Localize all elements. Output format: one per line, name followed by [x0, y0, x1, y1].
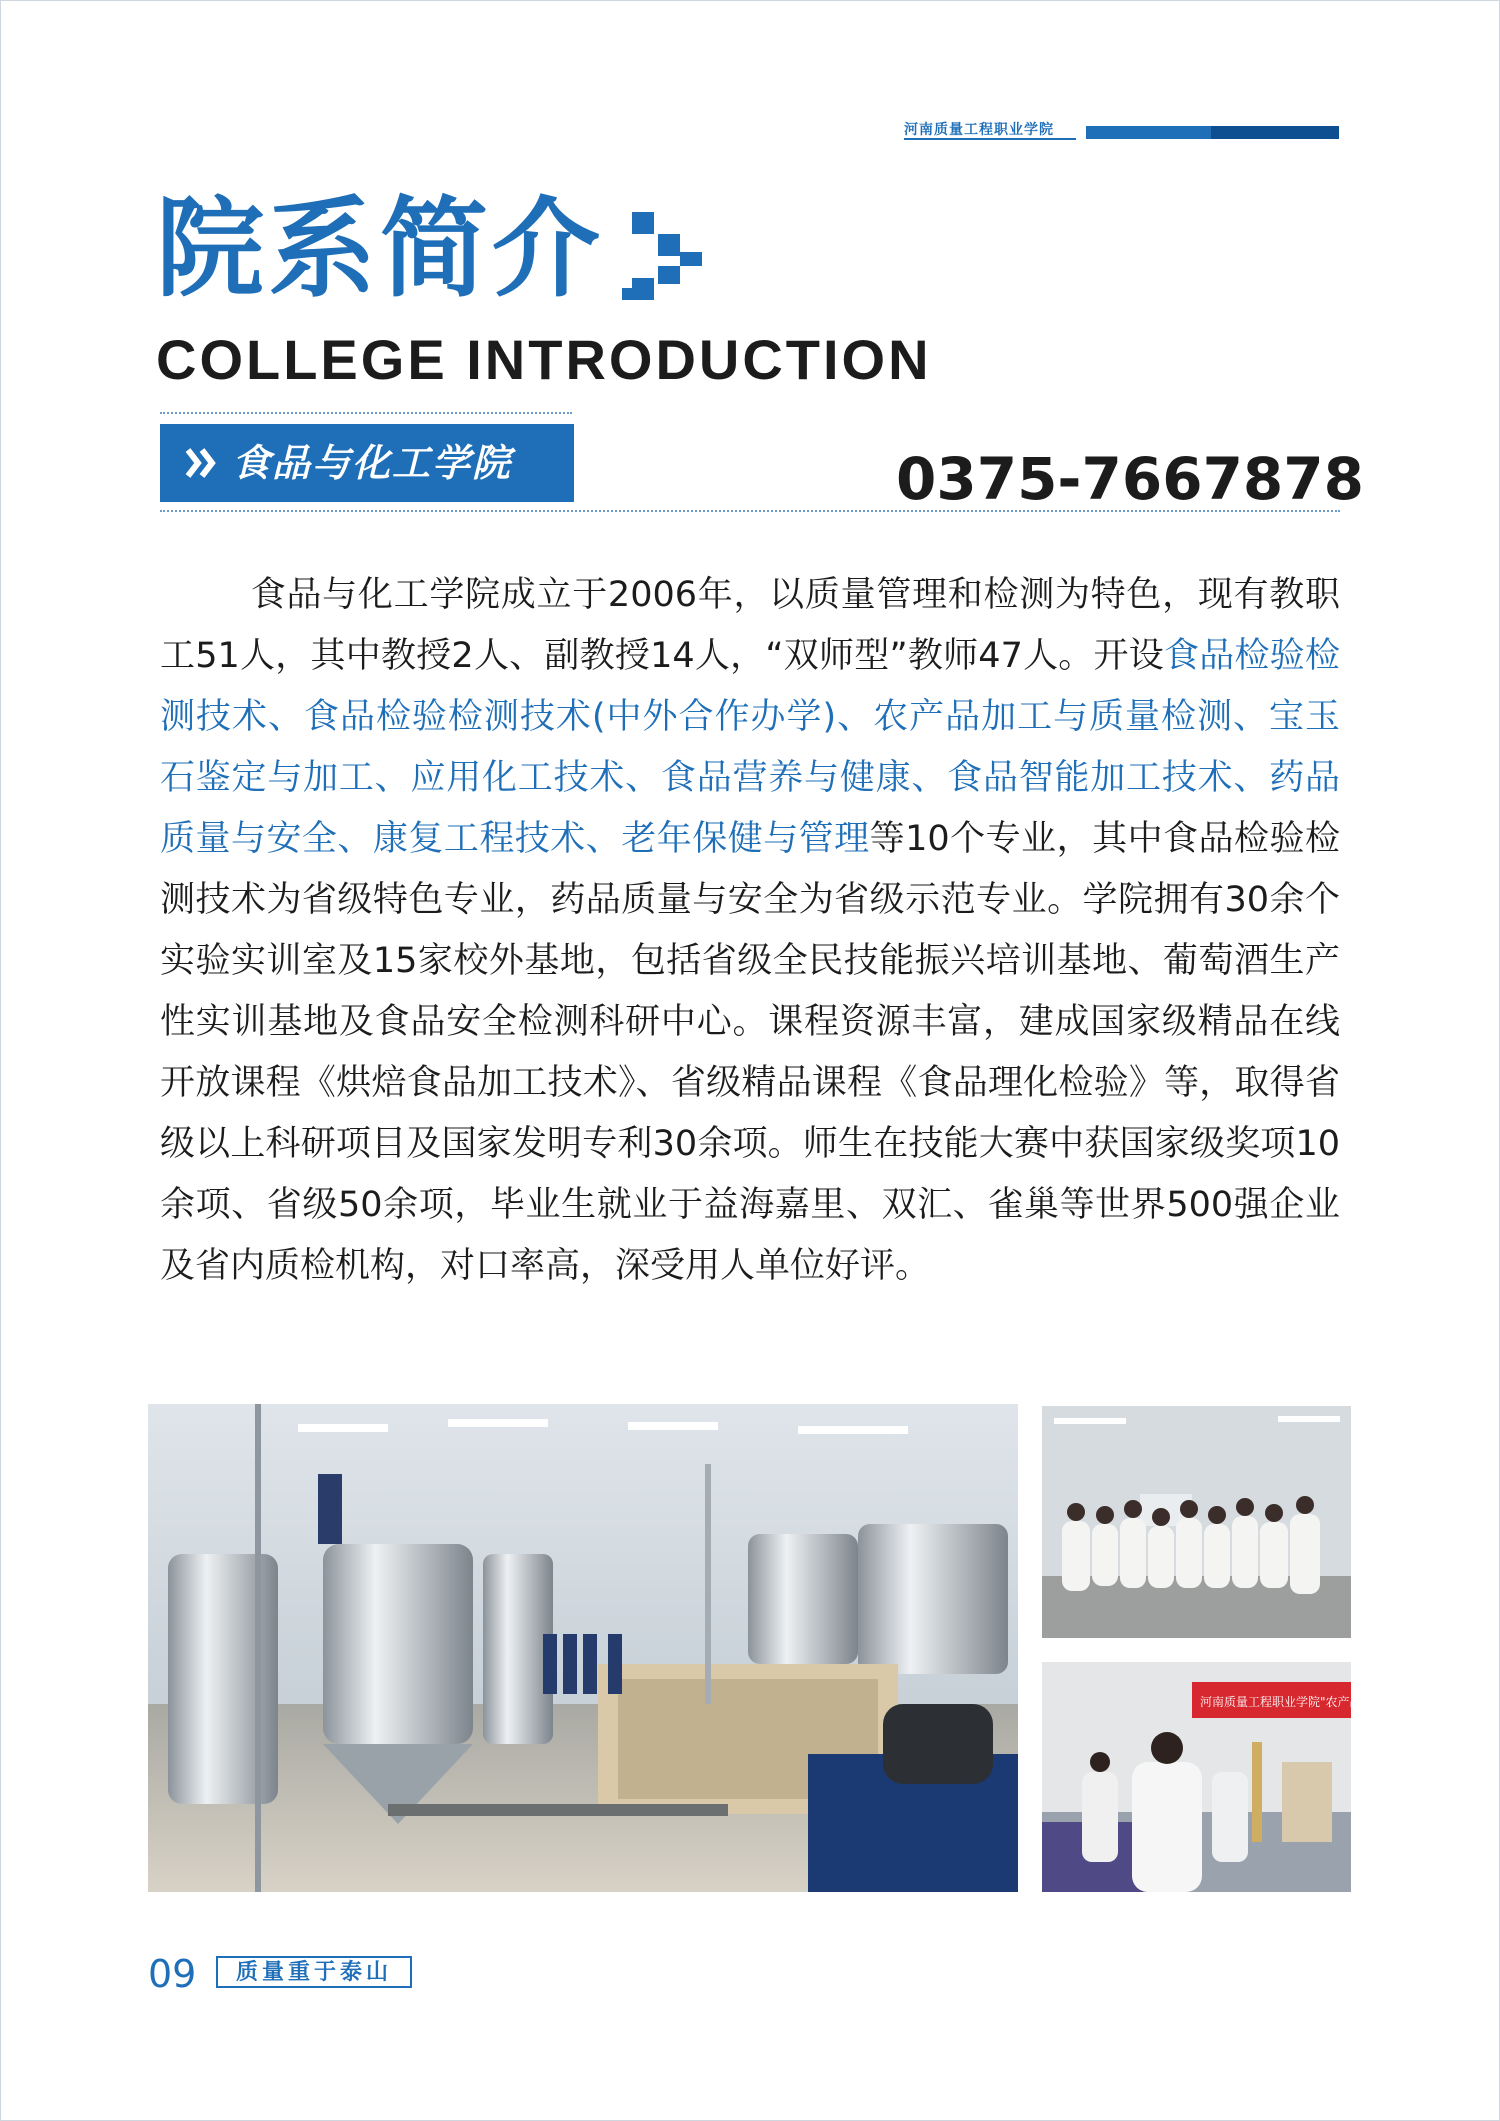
header-brand: 河南质量工程职业学院	[904, 122, 1054, 138]
page-subtitle-en: COLLEGE INTRODUCTION	[156, 328, 932, 391]
header-bar-light	[1086, 126, 1211, 139]
department-label-box	[160, 424, 574, 502]
page-number: 09	[148, 1952, 197, 1996]
page-title: 院系简介	[156, 187, 605, 312]
lab-banner-text: 河南质量工程职业学院"农产品质	[1200, 1695, 1374, 1709]
majors-list: 食品检验检测技术、食品检验检测技术(中外合作办学)、农产品加工与质量检测、宝玉石鉴定与加工、应用化工技术、食品营养与健康、食品智能加工技术、药品质量与安全、康复工程技术、老年保健与管理	[160, 636, 1340, 859]
dotted-divider-top	[160, 412, 572, 414]
slogan-text: 质量重于泰山	[235, 1959, 392, 1985]
dotted-divider-bottom	[160, 510, 1340, 512]
intro-text-part-1: 食品与化工学院成立于2006年，以质量管理和检测为特色，现有教职工51人，其中教授2人、副教授14人，“双师型”教师47人。开设	[160, 575, 1340, 676]
lab-experiment-photo	[1042, 1662, 1374, 1892]
factory-production-line-photo	[148, 1404, 1018, 1892]
intro-text-part-2: 等10个专业，其中食品检验检测技术为省级特色专业，药品质量与安全为省级示范专业。学院拥有30余个实验实训室及15家校外基地，包括省级全民技能振兴培训基地、葡萄酒生产性实训基地及食品安全检测科研中心。课程资源丰富，建成国家级精品在线开放课程《烘焙食品加工技术》、省级精品课程《食品理化检验》等，取得省级以上科研项目及国家发明专利30余项。师生在技能大赛中获国家级奖项10余项、省级50余项，毕业生就业于益海嘉里、双汇、雀巢等世界500强企业及省内质检机构，对口率高，深受用人单位好评。	[160, 819, 1340, 1286]
header-brand-underline	[904, 138, 1076, 140]
intro-paragraph	[160, 565, 1340, 1297]
students-group-photo	[1042, 1406, 1351, 1638]
slogan-box	[216, 1956, 412, 1988]
double-chevron-icon	[186, 448, 218, 478]
pixel-arrow-icon	[622, 212, 704, 300]
department-phone: 0375-7667878	[896, 445, 1364, 513]
department-name: 食品与化工学院	[232, 440, 513, 485]
header-bar-dark	[1211, 126, 1339, 139]
